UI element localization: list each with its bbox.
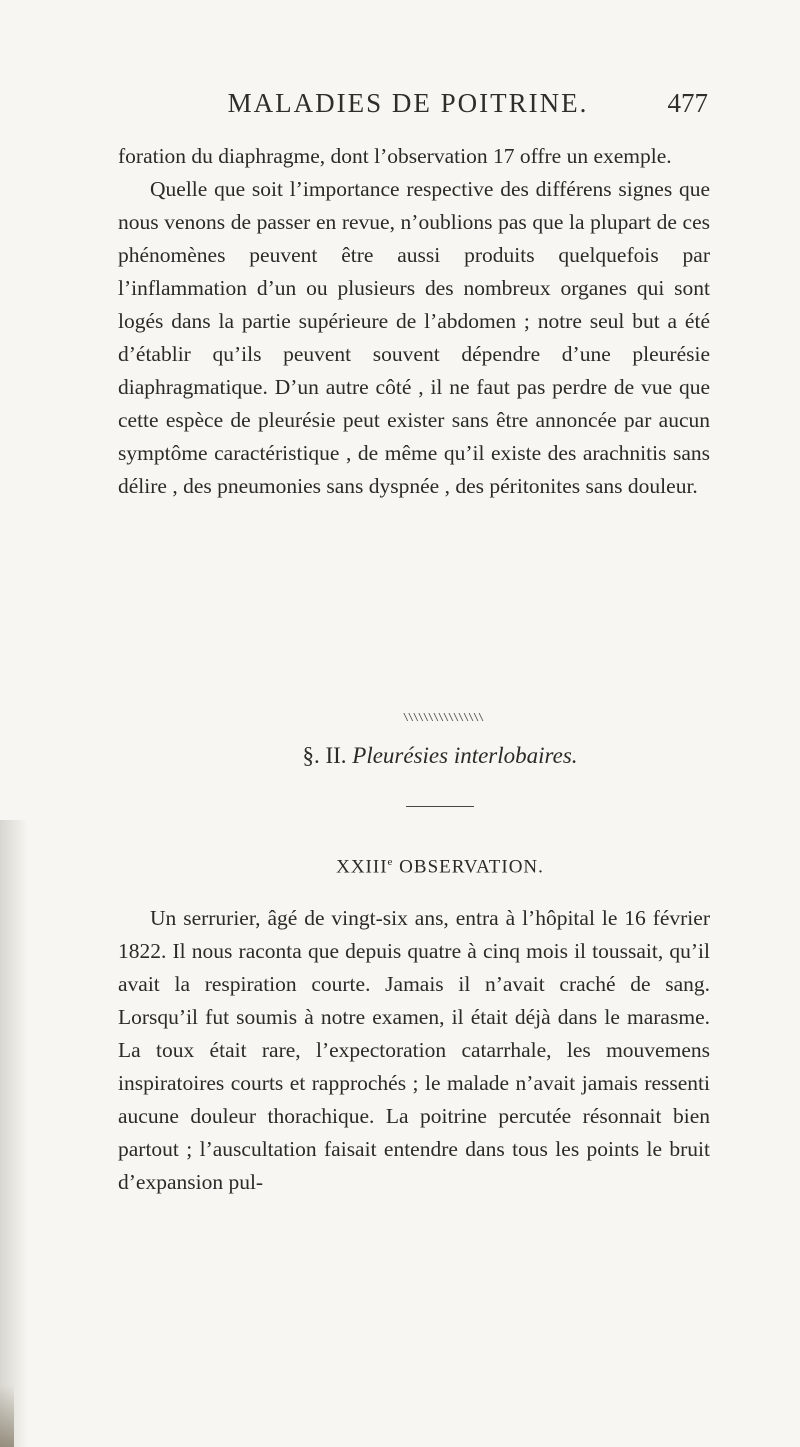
observation-numeral: XXIII [336, 856, 388, 878]
page-number: 477 [667, 88, 708, 118]
ornamental-divider: \\\\\\\\\\\\\\\\ [402, 712, 484, 723]
section-heading [200, 743, 680, 769]
section-number: §. II. [302, 743, 347, 768]
page-edge-mark [0, 1385, 14, 1447]
running-title: MALADIES DE POITRINE. [227, 88, 589, 118]
running-head [118, 88, 710, 124]
observation-superscript: e [387, 856, 394, 868]
section-title: Pleurésies interlobaires. [352, 743, 578, 768]
page-gutter-shadow [0, 820, 28, 1447]
paragraph: Quelle que soit l’importance respective des différens signes que nous venons de passer en revue, n’oublions pas que la plupart de ces phénomènes peuvent être aussi produits quelquefois par l’inflammation d’un ou plusieurs des nombreux organes qui sont logés dans la partie supérieure de l’abdomen ; notre seul but a été d’établir qu’ils peuvent souvent dépendre d’une pleurésie diaphragmatique. D’un autre côté , il ne faut pas perdre de vue que cette espèce de pleurésie peut exister sans être annoncée par aucun symptôme caractéristique , de même qu’il existe des arachnitis sans délire , des pneumonies sans dyspnée , des péritonites sans douleur. [118, 177, 710, 498]
body-text-top [118, 140, 710, 503]
paragraph: Un serrurier, âgé de vingt-six ans, entra à l’hôpital le 16 février 1822. Il nous raconta que depuis quatre à cinq mois il toussait, qu’il avait la respiration courte. Jamais il n’avait craché de sang. Lorsqu’il fut soumis à notre examen, il était déjà dans le marasme. La toux était rare, l’expectoration catarrhale, les mouvemens inspiratoires courts et rapprochés ; le malade n’avait jamais ressenti aucune douleur thorachique. La poitrine percutée résonnait bien partout ; l’auscultation faisait entendre dans tous les points le bruit d’expansion pul- [118, 906, 710, 1194]
horizontal-rule [406, 806, 474, 807]
paragraph-continuation: foration du diaphragme, dont l’observation 17 offre un exemple. [118, 144, 672, 168]
observation-label: OBSERVATION. [399, 856, 544, 878]
body-text-observation [118, 902, 710, 1199]
observation-heading [200, 856, 680, 878]
